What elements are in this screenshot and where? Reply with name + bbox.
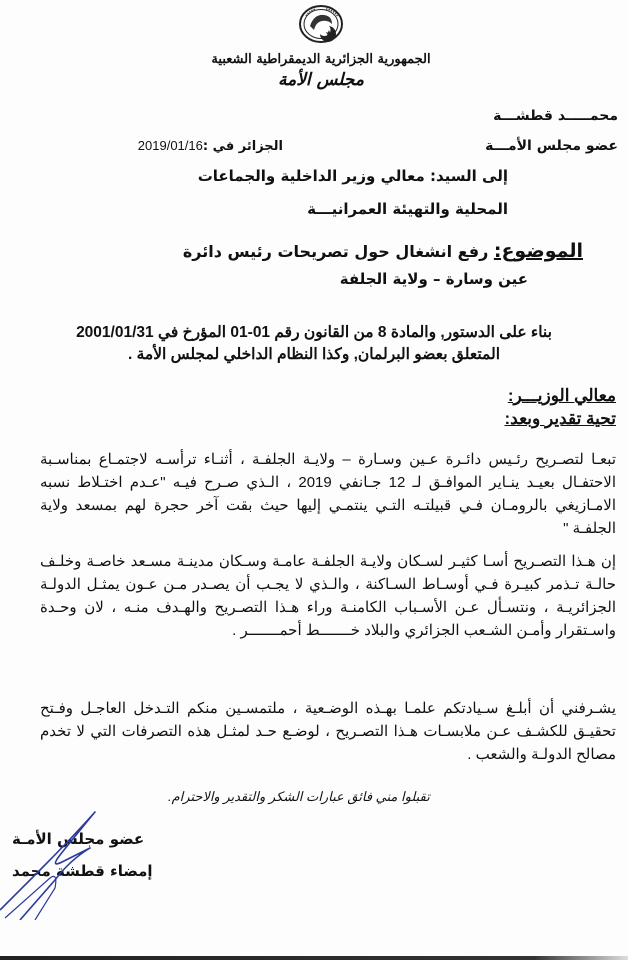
signature-role: عضو مجلس الأمـة xyxy=(12,830,145,848)
legal-basis-line-2: المتعلق بعضو البرلمان, وكذا النظام الداخلي لمجلس الأمة . xyxy=(127,346,501,363)
closing-formula: تقبلوا مني فائق عبارات الشكر والتقدير والاحترام. xyxy=(168,789,430,804)
signature-name: إمضاء قطشة محمد xyxy=(12,862,153,880)
body-paragraph-3: يشـرفني أن أبلـغ سـيادتكم علمـا بهـذه الوضـعية ، ملتمسـين منكم التـدخل العاجـل وفـتح تحقيـق للكشـف عـن ملابسـات هـذا التصـريح ، لوضـع حـد لمثـل هذه التصرفات التي لا تخدم مصالح الدولـة والشعب . xyxy=(40,700,616,763)
council-name: مجلس الأمة xyxy=(278,70,364,90)
algeria-state-emblem-icon xyxy=(298,4,344,44)
subject-line-1 xyxy=(183,240,583,262)
scan-bottom-edge xyxy=(0,956,628,960)
legal-basis-line-1: بناء على الدستور, والمادة 8 من القانون رقم 01-01 المؤرخ في 2001/01/31 xyxy=(76,324,552,341)
sender-role: عضو مجلس الأمـــة xyxy=(485,138,618,154)
subject-text: رفع انشغال حول تصريحات رئيس دائرة xyxy=(182,242,494,261)
date-label: الجزائر في : xyxy=(202,139,283,154)
body-paragraph-2: إن هـذا التصـريح أسـا كثيـر لسـكان ولايـة الجلفـة عامـة وسـكان مدينـة مسـعد خاصـة وخلـف حالـة تـذمر كبيـرة فـي أوسـاط السـاكنة ، والـذي لا يجـب أن يصـدر مـن عـون يمثـل الدولـة الجزائريـة ، ونتسـأل عـن الأسـباب الكامنـة وراء هـذا التصـريح والهـدف منـه ، لان وحـدة واسـتقرار وأمـن الشـعب الجزائري والبلاد خـــــــط أحمـــــــر . xyxy=(40,553,616,639)
recipient-line-1: إلى السيد: معالي وزير الداخلية والجماعات xyxy=(197,167,508,185)
handwritten-signature-icon xyxy=(0,800,160,920)
date-value: 2019/01/16 xyxy=(137,138,203,153)
subject-label: الموضوع: xyxy=(493,240,583,262)
legal-basis xyxy=(40,322,588,366)
salutation-greeting: تحية تقدير وبعد: xyxy=(504,409,616,428)
recipient-line-2: المحلية والتهيئة العمرانيـــة xyxy=(307,200,508,218)
date-line xyxy=(138,138,283,154)
body-paragraph-1: تبعـا لتصـريح رئـيس دائـرة عـين وسـارة – ولايـة الجلفـة ، أثنـاء ترأسـه لاجتمـاع بمناسـبة الاحتفـال بعيـد ينـاير الموافـق لـ 12 جـانفي 2019 ، الـذي صـرح فيـه "عـدم اختـلاط نسبه الامـازيغي بالرومـان فـي قبيلتـه التـي ينتمـي إليها حيث بقت آخر حجرة لهم بمسعد ولاية الجلفـة " xyxy=(40,451,616,537)
salutation-minister: معالي الوزيـــر: xyxy=(507,386,616,405)
sender-name: محمـــــد قطشـــة xyxy=(493,108,618,124)
republic-name: الجمهورية الجزائرية الديمقراطية الشعبية xyxy=(211,52,431,67)
subject-line-2: عين وسارة – ولاية الجلفة xyxy=(339,270,528,288)
